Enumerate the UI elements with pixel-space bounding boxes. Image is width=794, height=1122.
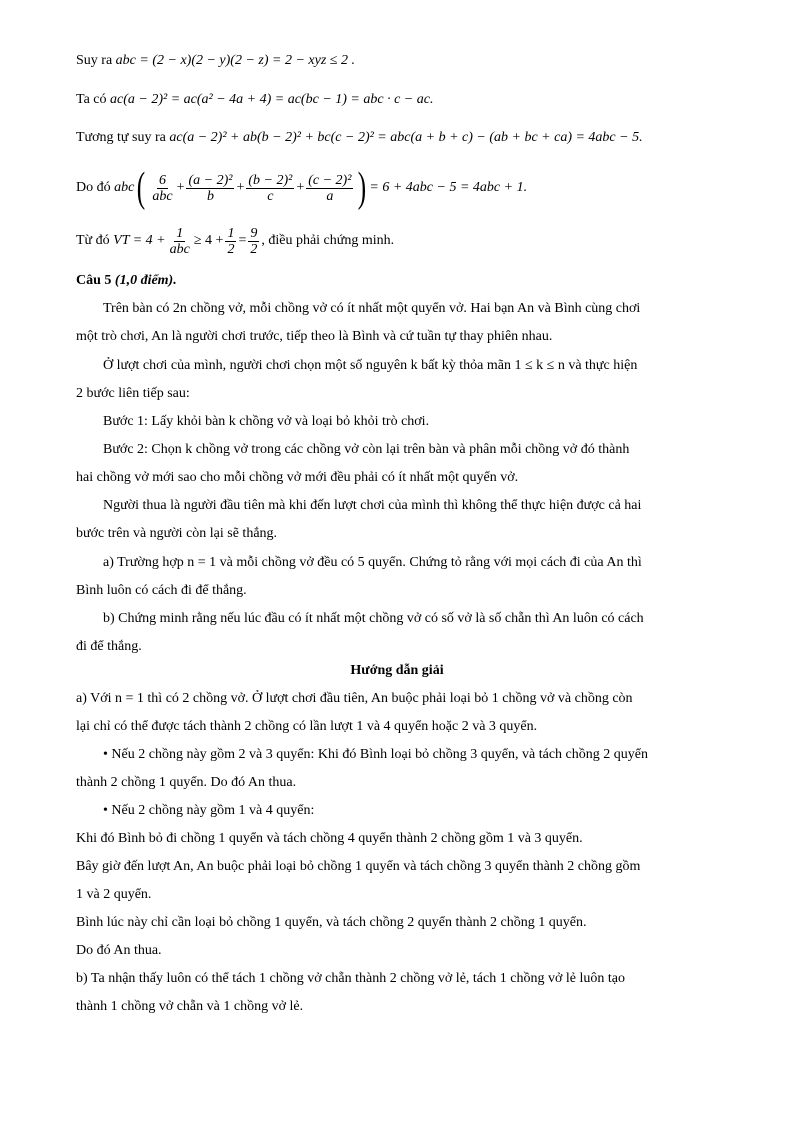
equation-prefix: Suy ra [76, 53, 113, 68]
question-heading [76, 272, 718, 290]
solution-line: 1 và 2 quyển. [76, 887, 152, 902]
paragraph-line: một trò chơi, An là người chơi trước, tiếp theo là Bình và cứ tuần tự thay phiên nhau. [76, 329, 553, 344]
paragraph-line: Trên bàn có 2n chồng vở, mỗi chồng vở có ít nhất một quyển vở. Hai bạn An và Bình cùng chơi [103, 301, 641, 316]
equation-expression: = 6 + 4abc − 5 = 4abc + 1. [369, 180, 528, 195]
left-paren-icon: ( [137, 165, 146, 211]
equation-term: = [238, 233, 247, 248]
paragraph-line: đi để thắng. [76, 639, 142, 654]
equation-line-5 [76, 221, 718, 261]
paragraph-line: hai chồng vở mới sao cho mỗi chồng vở mới đều phải có ít nhất một quyển vở. [76, 470, 519, 485]
equation-term: ≥ 4 + [193, 233, 224, 248]
equation-prefix: Tương tự suy ra [76, 130, 166, 145]
equation-expression: ac(a − 2)² = ac(a² − 4a + 4) = ac(bc − 1) = abc · c − ac. [110, 92, 434, 107]
equation-line-1 [76, 52, 718, 70]
solution-line: thành 2 chồng 1 quyển. Do đó An thua. [76, 775, 297, 790]
paragraph-line: Ở lượt chơi của mình, người chơi chọn một số nguyên k bất kỳ thỏa mãn 1 ≤ k ≤ n và thực hiện [103, 358, 638, 373]
solution-heading: Hướng dẫn giải [350, 663, 444, 678]
fraction: $\frac{9}{2}$ [250, 225, 258, 257]
solution-line: thành 1 chồng vở chẵn và 1 chồng vở lẻ. [76, 999, 304, 1014]
equation-prefix: Ta có [76, 92, 107, 107]
step-2-line: Bước 2: Chọn k chồng vở trong các chồng vở còn lại trên bàn và phân mỗi chồng vở đó thành [103, 442, 630, 457]
equation-prefix: Do đó [76, 180, 111, 195]
fraction: $\frac{\text{(b − 2)²}}{c}$ [248, 172, 293, 204]
solution-line: Do đó An thua. [76, 943, 162, 958]
solution-line: Khi đó Bình bỏ đi chồng 1 quyển và tách chồng 4 quyển thành 2 chồng gồm 1 và 3 quyển. [76, 831, 583, 846]
equation-expression: abc = (2 − x)(2 − y)(2 − z) = 2 − xyz ≤ 2 . [115, 53, 355, 68]
equation-suffix: , điều phải chứng minh. [261, 233, 395, 248]
fraction: $\frac{\text{(a − 2)²}}{b}$ [188, 172, 233, 204]
solution-line: Bình lúc này chỉ cần loại bỏ chồng 1 quyển, và tách chồng 2 quyển thành 2 chồng 1 quyển. [76, 915, 587, 930]
solution-line: Bây giờ đến lượt An, An buộc phải loại bỏ chồng 1 quyển và tách chồng 3 quyển thành 2 chồng gồm [76, 859, 641, 874]
question-part-b: b) Chứng minh rằng nếu lúc đầu có ít nhất một chồng vở có số vở là số chẵn thì An luôn có cách [103, 611, 644, 626]
paragraph-line: 2 bước liên tiếp sau: [76, 386, 190, 401]
step-1-line: Bước 1: Lấy khỏi bàn k chồng vở và loại bỏ khỏi trò chơi. [103, 414, 430, 429]
equation-line-2 [76, 91, 718, 109]
equation-line-3 [76, 129, 718, 147]
solution-bullet: • Nếu 2 chồng này gồm 2 và 3 quyển: Khi đó Bình loại bỏ chồng 3 quyển, và tách chồng 2 quyển [103, 747, 648, 762]
solution-line: lại chỉ có thể được tách thành 2 chồng có lần lượt 1 và 4 quyển hoặc 2 và 3 quyển. [76, 719, 538, 734]
equation-term: abc [114, 180, 135, 195]
solution-line: b) Ta nhận thấy luôn có thể tách 1 chồng vở chẵn thành 2 chồng vở lẻ, tách 1 chồng vở lẻ luôn tạo [76, 971, 625, 986]
question-part-a: a) Trường hợp n = 1 và mỗi chồng vở đều có 5 quyển. Chứng tỏ rằng với mọi cách đi của An thì [103, 555, 642, 570]
fraction: $\frac{6}{\text{abc}}$ [152, 172, 173, 204]
paragraph-line: Người thua là người đầu tiên mà khi đến lượt chơi của mình thì không thể thực hiện được cả hai [103, 498, 642, 513]
question-points: (1,0 điểm). [114, 273, 177, 288]
question-number: Câu 5 [76, 273, 112, 288]
paragraph-line: Bình luôn có cách đi để thắng. [76, 583, 247, 598]
solution-line: a) Với n = 1 thì có 2 chồng vở. Ở lượt chơi đầu tiên, An buộc phải loại bỏ 1 chồng vở và chồng còn [76, 691, 633, 706]
fraction: $\frac{\text{(c − 2)²}}{a}$ [308, 172, 352, 204]
fraction: $\frac{1}{2}$ [227, 225, 235, 257]
equation-line-4: Do đó abc ( $\frac{6}{\text{abc}}$ + $\frac{\text{(a − 2)²}}{b}$ + $\frac{\text{(b − 2)²}}{c}$ + $\frac{\text{(c − 2)²}}{a}$ ) = 6 + 4abc − 5 = 4abc + 1. [76, 165, 528, 211]
fraction: $\frac{1}{\text{abc}}$ [169, 225, 190, 257]
equation-expression: ac(a − 2)² + ab(b − 2)² + bc(c − 2)² = abc(a + b + c) − (ab + bc + ca) = 4abc − 5. [169, 130, 643, 145]
equation-prefix: Từ đó [76, 233, 110, 248]
paragraph-line: bước trên và người còn lại sẽ thắng. [76, 526, 278, 541]
equation-term: VT = 4 + [113, 233, 166, 248]
solution-bullet: • Nếu 2 chồng này gồm 1 và 4 quyển: [103, 803, 315, 818]
right-paren-icon: ) [358, 165, 367, 211]
